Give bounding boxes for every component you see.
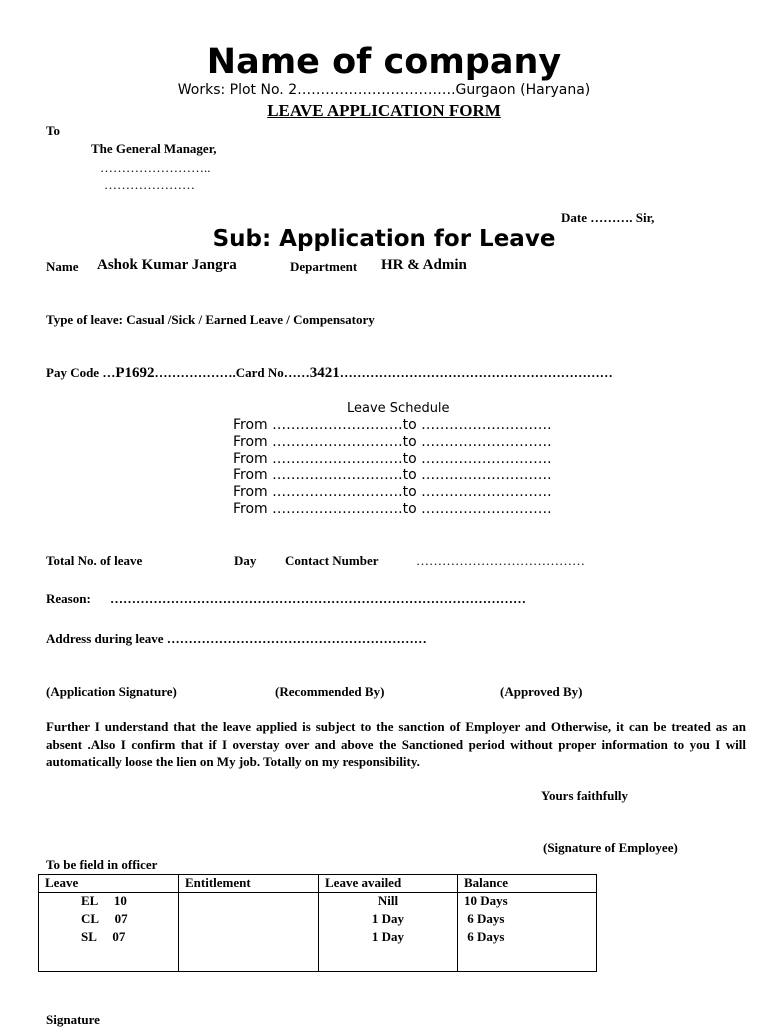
table-row-empty [39, 947, 597, 972]
address-line-1: …………………….. [100, 160, 211, 175]
entitlement-cell [179, 929, 319, 947]
schedule-row: From ……………………….to ………………………. [233, 467, 552, 483]
application-signature-label: (Application Signature) [46, 684, 177, 699]
entitlement-cell [179, 893, 319, 912]
availed-cell: 1 Day [319, 911, 458, 929]
pay-code-value: P1692 [115, 365, 155, 381]
closing-yours-faithfully: Yours faithfully [541, 788, 629, 803]
availed-cell: 1 Day [319, 929, 458, 947]
leave-cell: EL 10 [39, 893, 179, 912]
leave-cell: CL 07 [39, 911, 179, 929]
empty-cell [319, 947, 458, 972]
column-header: Leave availed [319, 875, 458, 893]
contact-number-dots: ………………………………… [416, 553, 585, 568]
availed-cell: Nill [319, 893, 458, 912]
table-row [39, 893, 597, 912]
form-title: LEAVE APPLICATION FORM [267, 101, 501, 120]
reason-label: Reason: [46, 591, 91, 606]
empty-cell [458, 947, 597, 972]
approved-by-label: (Approved By) [500, 684, 583, 699]
employee-signature-label: (Signature of Employee) [543, 840, 678, 855]
empty-cell [179, 947, 319, 972]
leave-schedule-title: Leave Schedule [347, 401, 450, 416]
name-label: Name [46, 259, 79, 274]
company-name: Name of company [206, 42, 562, 82]
pay-code-label: Pay Code … [46, 365, 116, 380]
leave-cell: SL 07 [39, 929, 179, 947]
card-no-label: ……………….Card No…… [154, 365, 310, 380]
balance-cell: 6 Days [458, 911, 597, 929]
schedule-row: From ……………………….to ………………………. [233, 434, 552, 450]
column-header: Balance [458, 875, 597, 893]
declaration-paragraph: Further I understand that the leave applied is subject to the sanction of Employer and Otherwise, it can be treated as an absent .Also I confirm that if I overstay over and above the Sanctioned period without proper information to you I will automatically loose the lien on My job. Totally on my responsibility. [46, 719, 746, 769]
pay-card-line [46, 364, 613, 382]
footer-signature-label: Signature [46, 1012, 100, 1027]
subject-heading: Sub: Application for Leave [212, 226, 556, 252]
total-leave-label: Total No. of leave [46, 553, 143, 568]
empty-cell [39, 947, 179, 972]
leave-balance-table [38, 874, 597, 972]
schedule-row: From ……………………….to ………………………. [233, 451, 552, 467]
balance-cell: 6 Days [458, 929, 597, 947]
day-label: Day [234, 553, 257, 568]
address-during-leave: Address during leave …………………………………………………… [46, 631, 427, 646]
reason-dots: …………………………………………………………………………………… [110, 591, 526, 606]
entitlement-cell [179, 911, 319, 929]
recommended-by-label: (Recommended By) [275, 684, 385, 699]
schedule-row: From ……………………….to ………………………. [233, 484, 552, 500]
department-label: Department [290, 259, 358, 274]
column-header: Entitlement [179, 875, 319, 893]
name-value: Ashok Kumar Jangra [97, 257, 237, 273]
address-line-2: ………………… [104, 177, 195, 192]
officer-caption: To be field in officer [46, 857, 158, 872]
leave-type-line: Type of leave: Casual /Sick / Earned Leave / Compensatory [46, 312, 375, 327]
schedule-row: From ……………………….to ………………………. [233, 417, 552, 433]
to-label: To [46, 123, 60, 138]
works-address: Works: Plot No. 2…………………………….Gurgaon (Haryana) [177, 82, 591, 98]
contact-number-label: Contact Number [285, 553, 379, 568]
date-line: Date ………. Sir, [561, 210, 655, 225]
schedule-row: From ……………………….to ………………………. [233, 501, 552, 517]
card-no-dots: ……………………………………………………… [339, 365, 613, 380]
card-no-value: 3421 [309, 365, 340, 381]
table-row [39, 929, 597, 947]
recipient-title: The General Manager, [91, 141, 217, 156]
balance-cell: 10 Days [458, 893, 597, 912]
column-header: Leave [39, 875, 179, 893]
table-header-row [39, 875, 597, 893]
table-row [39, 911, 597, 929]
department-value: HR & Admin [381, 257, 467, 273]
